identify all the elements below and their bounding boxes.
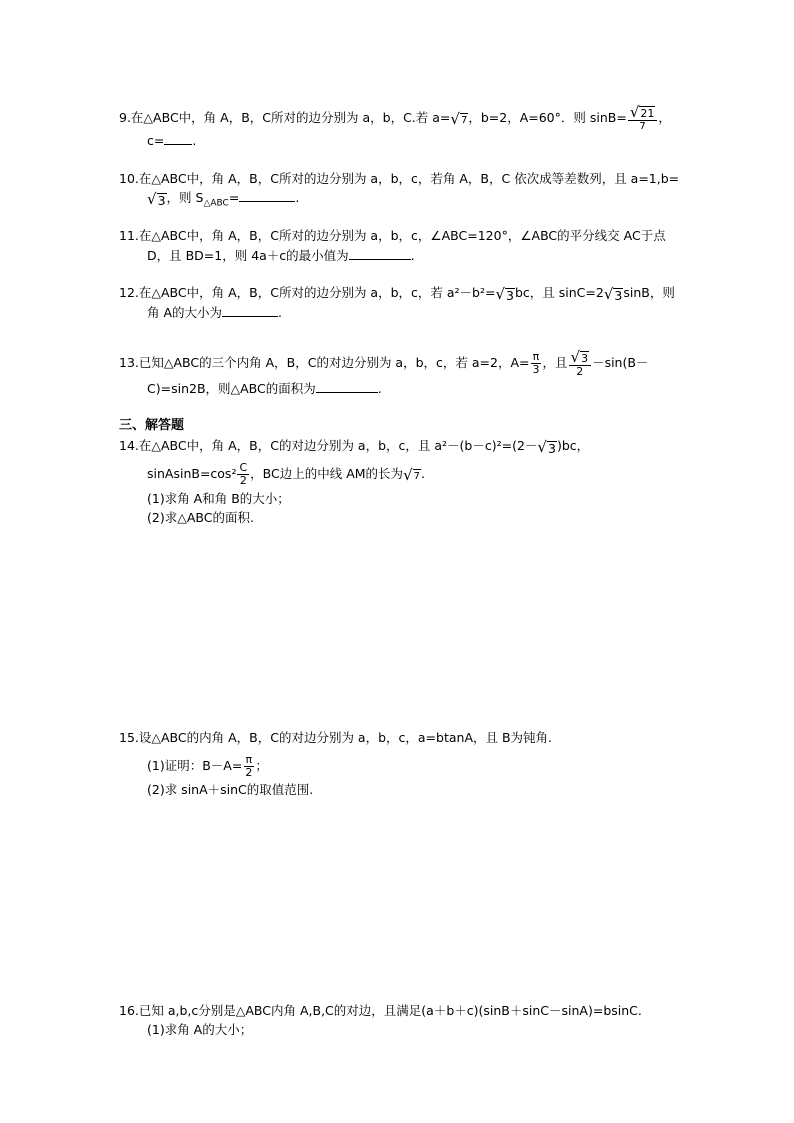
q16-sub1: (1)求角 A的大小； — [147, 1022, 253, 1037]
q14-sub2: (2)求△ABC的面积. — [147, 510, 254, 525]
q15-sub1: (1)证明：B－A= $\frac{\pi}{2}$ ； — [147, 753, 268, 779]
sqrt-3: √ 3 — [147, 189, 166, 208]
fraction-sinB: √ 21 7 — [628, 104, 658, 133]
q13-line2: C)=sin2B，则△ABC的面积为 . — [147, 381, 382, 396]
sqrt-3: √ 3 — [495, 284, 514, 303]
q10-line1: 10.在△ABC中，角 A，B，C所对的边分别为 a，b，c，若角 A，B，C 依次成等差数列，且 a=1,b= — [119, 171, 680, 186]
fraction-sqrt3-over-2: √ 3 2 — [569, 349, 592, 378]
sqrt-7: √ 7 — [450, 109, 468, 128]
answer-blank[interactable] — [164, 132, 192, 145]
answer-blank[interactable] — [349, 247, 411, 260]
fraction-C-over-2: $\frac{C}{2}$ — [239, 461, 248, 487]
q13-line1: 13.已知△ABC的三个内角 A，B，C的对边分别为 a，b，c，若 a=2，A= $\frac{\pi}{3}$ ，且 √ 3 2 －sin(B－ — [119, 348, 649, 378]
sqrt-3: √ 3 — [603, 284, 623, 303]
section-title: 三、解答题 — [119, 418, 185, 433]
q14-line1: 14.在△ABC中，角 A，B，C的对边分别为 a，b，c，且 a²－(b－c)²=(2－ √ 3 )bc， — [119, 437, 590, 456]
q9-line1: 9.在△ABC中，角 A，B，C所对的边分别为 a，b，C.若 a= √ 7 ，b=2，A=60°．则 sinB= √ 21 7 ， — [119, 103, 671, 132]
answer-blank[interactable] — [239, 189, 295, 202]
q14-sub1: (1)求角 A和角 B的大小； — [147, 491, 290, 506]
q14-line2: sinAsinB=cos² $\frac{C}{2}$ ，BC边上的中线 AM的长为 √ 7 . — [147, 461, 425, 487]
fraction-pi-over-3: $\frac{\pi}{3}$ — [532, 350, 540, 376]
q15-sub2: (2)求 sinA＋sinC的取值范围. — [147, 782, 314, 797]
sqrt-7: √ 7 — [403, 465, 420, 484]
q11-line1: 11.在△ABC中，角 A，B，C所对的边分别为 a，b，c，∠ABC=120°，∠ABC的平分线交 AC于点 — [119, 228, 666, 243]
q16-line1: 16.已知 a,b,c分别是△ABC内角 A,B,C的对边，且满足(a＋b＋c)(sinB＋sinC－sinA)=bsinC. — [119, 1003, 642, 1018]
sqrt-3: √ 3 — [537, 437, 556, 456]
q15-line1: 15.设△ABC的内角 A，B，C的对边分别为 a，b，c，a=btanA，且 B为钝角. — [119, 730, 553, 745]
answer-blank[interactable] — [222, 304, 278, 317]
q12-line2: 角 A的大小为 . — [147, 305, 283, 320]
fraction-pi-over-2: $\frac{\pi}{2}$ — [245, 753, 253, 779]
q11-line2: D，且 BD=1，则 4a＋c的最小值为 . — [147, 248, 415, 263]
q9-line2: c= . — [147, 133, 197, 148]
q12-line1: 12.在△ABC中，角 A，B，C所对的边分别为 a，b，c，若 a²－b²= √ 3 bc，且 sinC=2 √ 3 sinB，则 — [119, 284, 675, 303]
q10-line2: √ 3 ，则 $S_{\triangle ABC}=$ . — [147, 189, 300, 209]
answer-blank[interactable] — [316, 380, 378, 393]
